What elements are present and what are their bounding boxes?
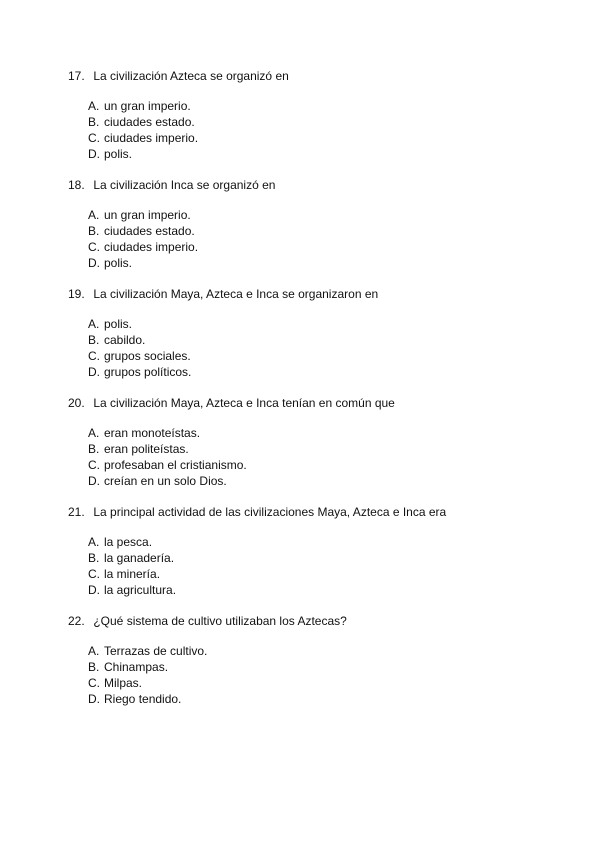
question-19 xyxy=(68,286,568,380)
option-d xyxy=(88,146,568,162)
option-d xyxy=(88,582,568,598)
option-letter: D. xyxy=(88,583,100,597)
option-text: un gran imperio. xyxy=(104,208,191,222)
option-b xyxy=(88,114,568,130)
option-text: polis. xyxy=(104,256,133,270)
option-text: polis. xyxy=(104,317,133,331)
question-number: 17. xyxy=(68,69,85,83)
option-letter: B. xyxy=(88,442,100,456)
option-text: la ganadería. xyxy=(104,551,175,565)
question-stem xyxy=(68,177,568,193)
option-letter: D. xyxy=(88,365,100,379)
option-letter: C. xyxy=(88,349,100,363)
question-number: 18. xyxy=(68,178,85,192)
question-stem xyxy=(68,68,568,84)
option-a xyxy=(88,316,568,332)
question-stem xyxy=(68,395,568,411)
option-c xyxy=(88,130,568,146)
question-18 xyxy=(68,177,568,271)
option-a xyxy=(88,643,568,659)
question-stem xyxy=(68,613,568,629)
option-text: ciudades estado. xyxy=(104,115,195,129)
option-letter: D. xyxy=(88,474,100,488)
option-letter: B. xyxy=(88,224,100,238)
option-d xyxy=(88,364,568,380)
option-b xyxy=(88,550,568,566)
option-letter: D. xyxy=(88,256,100,270)
question-number: 19. xyxy=(68,287,85,301)
option-letter: A. xyxy=(88,426,100,440)
option-text: ciudades estado. xyxy=(104,224,195,238)
option-letter: A. xyxy=(88,99,100,113)
option-list xyxy=(68,207,568,271)
option-letter: C. xyxy=(88,240,100,254)
option-letter: B. xyxy=(88,551,100,565)
option-a xyxy=(88,98,568,114)
option-text: eran politeístas. xyxy=(104,442,189,456)
option-letter: A. xyxy=(88,317,100,331)
question-text: La civilización Maya, Azteca e Inca tenían en común que xyxy=(93,396,395,410)
option-text: Terrazas de cultivo. xyxy=(104,644,208,658)
question-stem xyxy=(68,286,568,302)
option-letter: B. xyxy=(88,660,100,674)
option-b xyxy=(88,659,568,675)
option-letter: B. xyxy=(88,115,100,129)
option-text: la pesca. xyxy=(104,535,153,549)
option-c xyxy=(88,566,568,582)
option-b xyxy=(88,223,568,239)
option-b xyxy=(88,441,568,457)
option-c xyxy=(88,457,568,473)
question-text: La principal actividad de las civilizaciones Maya, Azteca e Inca era xyxy=(93,505,447,519)
option-text: ciudades imperio. xyxy=(104,131,199,145)
option-text: polis. xyxy=(104,147,133,161)
option-text: un gran imperio. xyxy=(104,99,191,113)
option-list xyxy=(68,643,568,707)
question-number: 21. xyxy=(68,505,85,519)
question-text: ¿Qué sistema de cultivo utilizaban los Aztecas? xyxy=(93,614,347,628)
question-stem xyxy=(68,504,568,520)
question-17 xyxy=(68,68,568,162)
option-text: Chinampas. xyxy=(104,660,169,674)
option-text: eran monoteístas. xyxy=(104,426,201,440)
option-c xyxy=(88,239,568,255)
option-letter: D. xyxy=(88,147,100,161)
option-d xyxy=(88,473,568,489)
option-letter: C. xyxy=(88,131,100,145)
option-list xyxy=(68,98,568,162)
option-c xyxy=(88,675,568,691)
option-text: grupos sociales. xyxy=(104,349,191,363)
question-text: La civilización Maya, Azteca e Inca se organizaron en xyxy=(93,287,379,301)
option-letter: C. xyxy=(88,458,100,472)
option-a xyxy=(88,207,568,223)
option-letter: B. xyxy=(88,333,100,347)
option-letter: D. xyxy=(88,692,100,706)
question-number: 20. xyxy=(68,396,85,410)
option-list xyxy=(68,316,568,380)
option-text: Milpas. xyxy=(104,676,143,690)
option-text: creían en un solo Dios. xyxy=(104,474,227,488)
question-20 xyxy=(68,395,568,489)
question-22 xyxy=(68,613,568,707)
option-a xyxy=(88,425,568,441)
question-21 xyxy=(68,504,568,598)
option-c xyxy=(88,348,568,364)
option-text: cabildo. xyxy=(104,333,146,347)
option-text: grupos políticos. xyxy=(104,365,192,379)
option-list xyxy=(68,534,568,598)
question-text: La civilización Inca se organizó en xyxy=(93,178,276,192)
option-letter: C. xyxy=(88,676,100,690)
option-text: profesaban el cristianismo. xyxy=(104,458,247,472)
option-text: Riego tendido. xyxy=(104,692,182,706)
option-letter: A. xyxy=(88,208,100,222)
option-text: ciudades imperio. xyxy=(104,240,199,254)
option-letter: A. xyxy=(88,644,100,658)
option-letter: A. xyxy=(88,535,100,549)
question-text: La civilización Azteca se organizó en xyxy=(93,69,289,83)
question-number: 22. xyxy=(68,614,85,628)
option-b xyxy=(88,332,568,348)
option-d xyxy=(88,255,568,271)
option-d xyxy=(88,691,568,707)
option-a xyxy=(88,534,568,550)
option-letter: C. xyxy=(88,567,100,581)
option-text: la agricultura. xyxy=(104,583,177,597)
option-text: la minería. xyxy=(104,567,161,581)
option-list xyxy=(68,425,568,489)
